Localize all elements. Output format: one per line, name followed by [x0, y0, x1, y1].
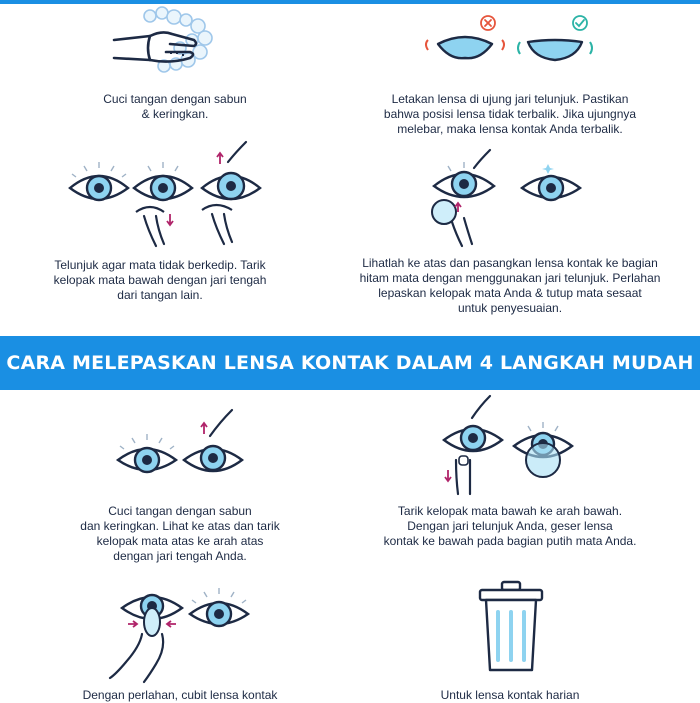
eye-hold-lid-icon — [198, 140, 268, 255]
eye-icon — [186, 588, 252, 643]
lens-wrong-icon — [420, 14, 510, 69]
eye-lift-lid-icon — [180, 408, 250, 493]
step-caption-wash-hands: Cuci tangan dengan sabun & keringkan. — [103, 92, 247, 121]
eye-lens-down-icon — [510, 422, 576, 487]
step-caption-lift-eyelid: Cuci tangan dengan sabun dan keringkan. Lihat ke atas dan tarik kelopak mata atas ke arah atas dengan jari tengah Anda. — [80, 504, 280, 563]
step-caption-pinch-lens: Dengan perlahan, cubit lensa kontak — [82, 688, 278, 702]
section-banner — [0, 336, 700, 390]
step-caption-hold-eyelid: Telunjuk agar mata tidak berkedip. Tarik kelopak mata bawah dengan jari tengah dari tangan lain. — [53, 258, 267, 302]
eye-slide-lens-icon — [440, 394, 506, 503]
top-accent-bar — [0, 0, 700, 4]
eye-with-lens-icon — [518, 160, 584, 215]
hand-soap-icon — [110, 8, 220, 83]
step-caption-slide-lens: Tarik kelopak mata bawah ke arah bawah. Dengan jari telunjuk Anda, geser lensa kontak ke bawah pada bagian putih mata Anda. — [383, 504, 637, 548]
trash-bin-icon — [476, 580, 546, 679]
step-caption-insert-lens: Lihatlah ke atas dan pasangkan lensa kontak ke bagian hitam mata dengan menggunakan jari telunjuk. Perlahan lepaskan kelopak mata Anda & tutup mata sesaat untuk penyesuaian. — [359, 256, 661, 315]
eye-insert-lens-icon — [428, 148, 508, 253]
eye-pull-lid-icon — [130, 160, 200, 255]
eye-icon — [114, 434, 180, 489]
step-caption-place-lens: Letakan lensa di ujung jari telunjuk. Pastikan bahwa posisi lensa tidak terbalik. Jika ujungnya melebar, maka lensa kontak Anda terbalik. — [383, 92, 637, 136]
lens-correct-icon — [510, 14, 600, 69]
step-caption-discard-lens: Untuk lensa kontak harian — [440, 688, 580, 702]
eye-pinch-lens-icon — [106, 586, 196, 691]
section-title: CARA MELEPASKAN LENSA KONTAK DALAM 4 LANGKAH MUDAH — [6, 352, 694, 374]
eye-icon — [66, 160, 132, 215]
